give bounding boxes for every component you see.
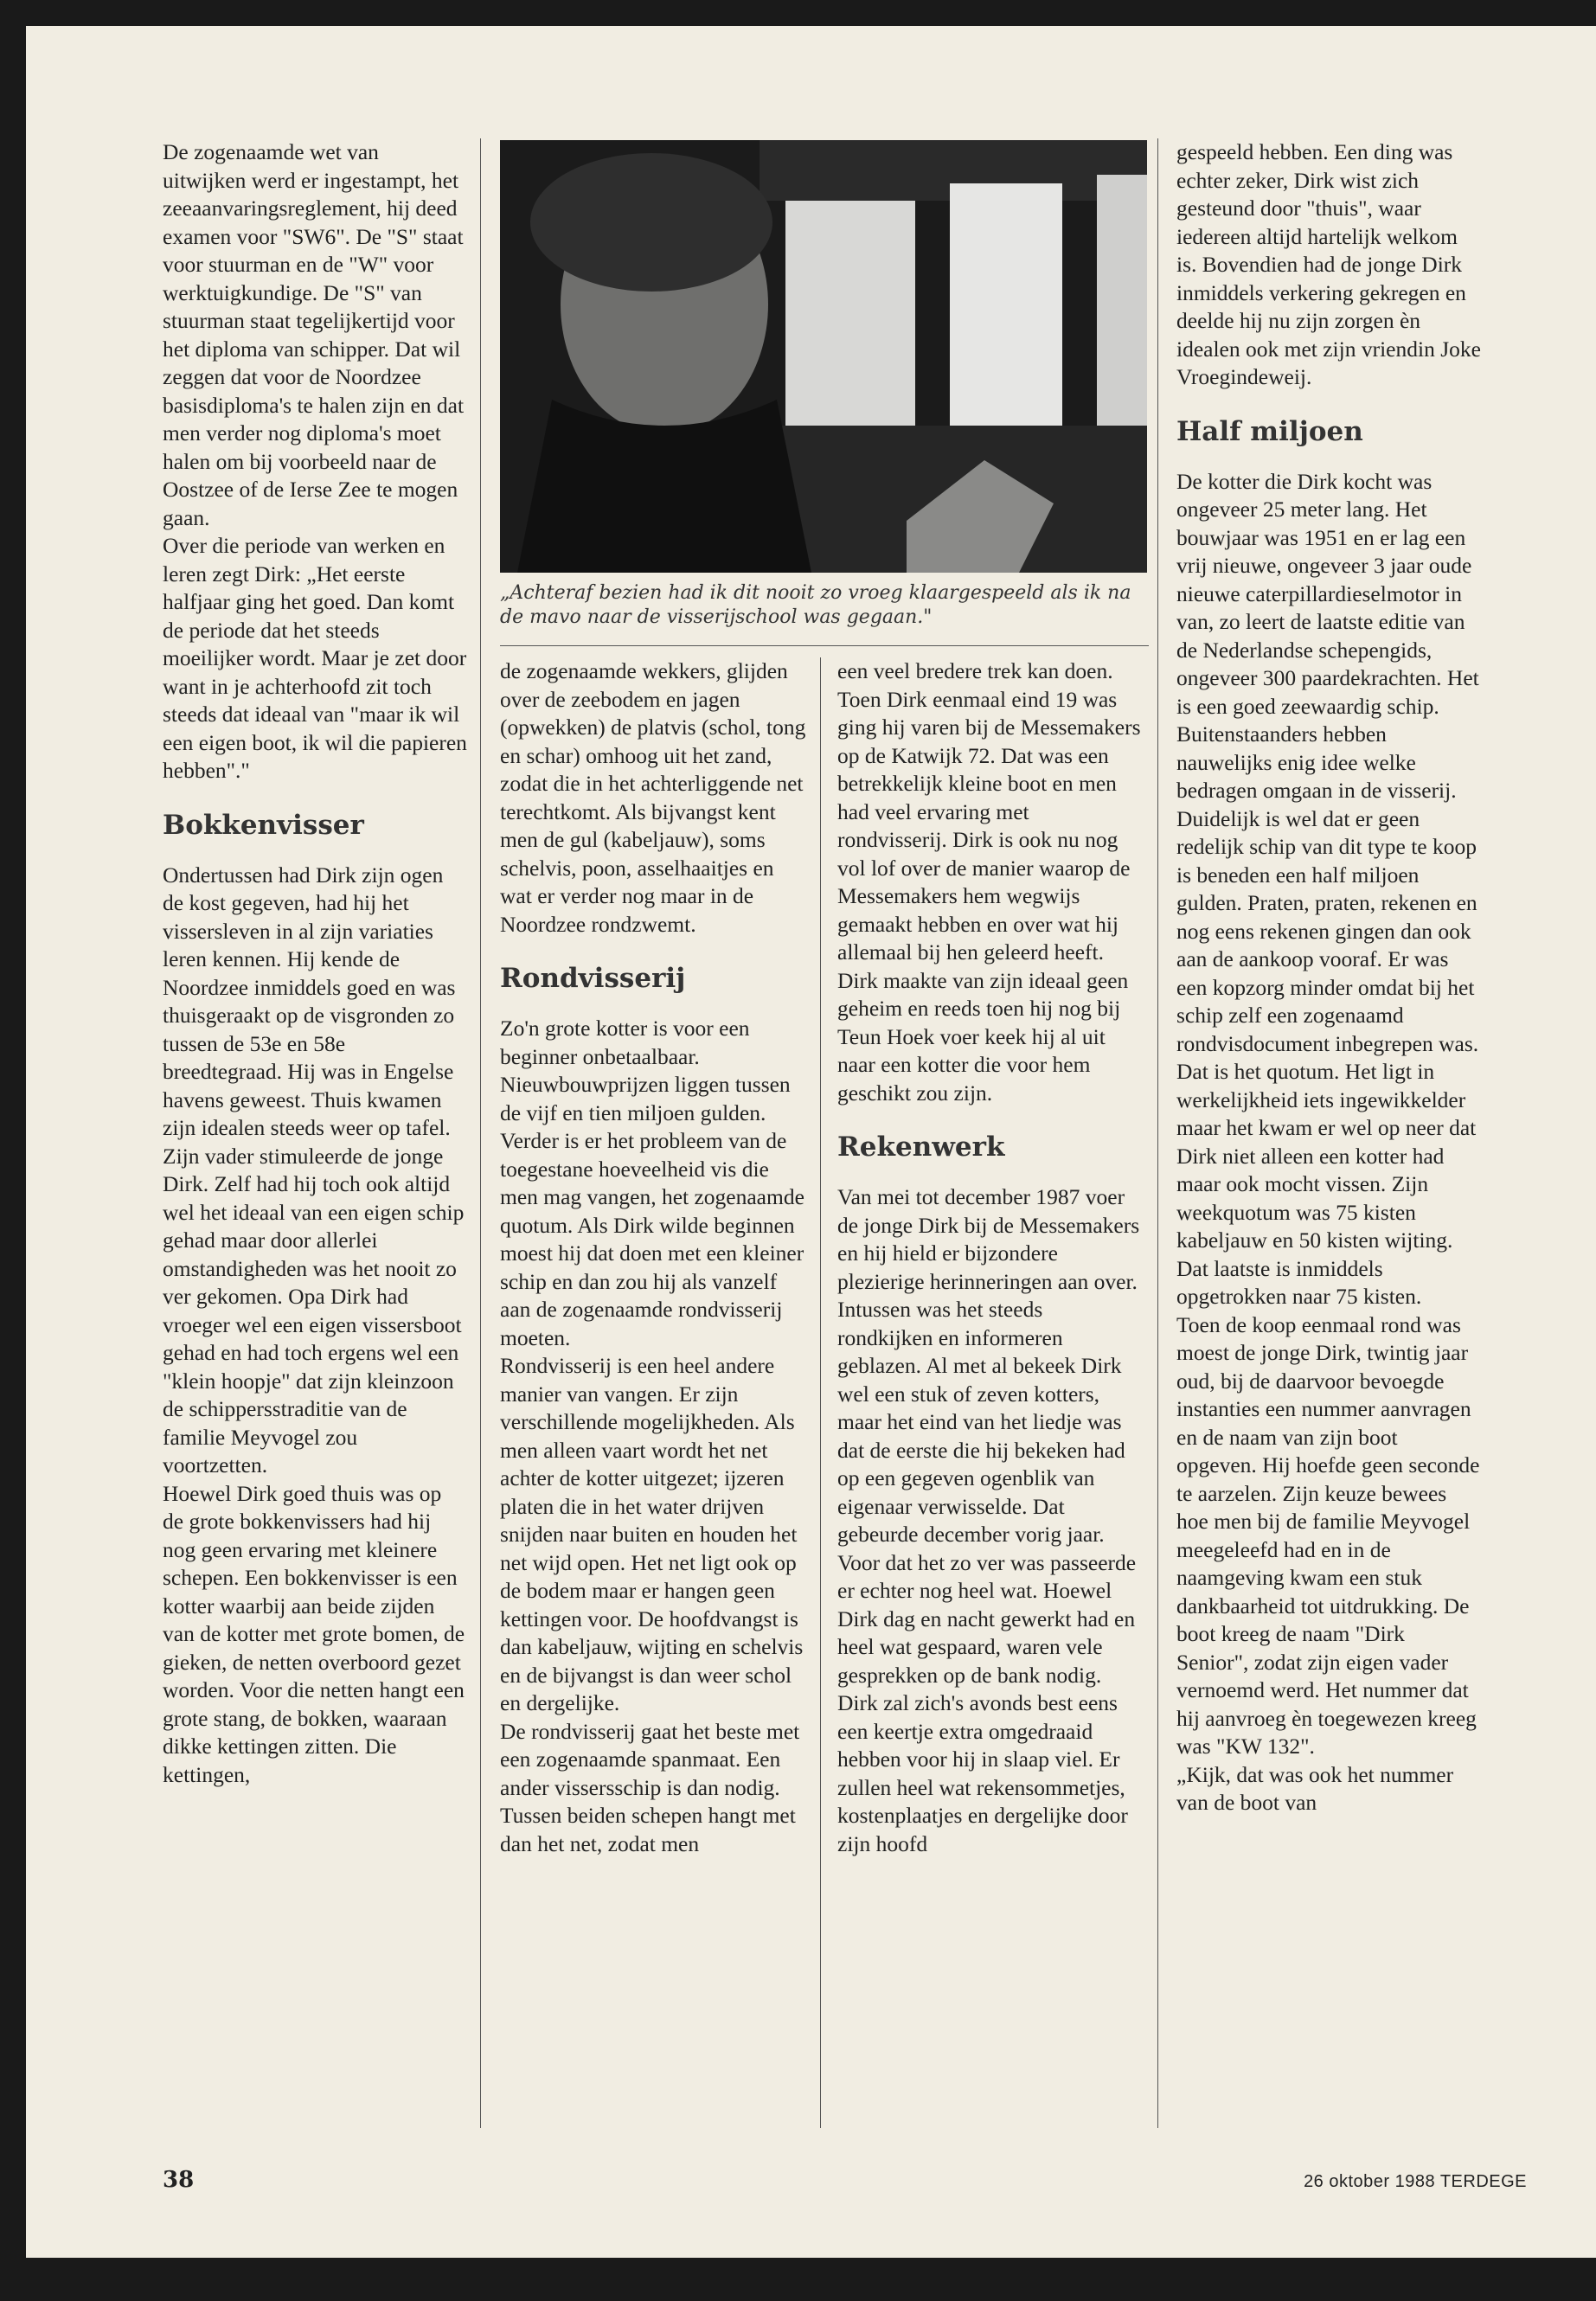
page-number: 38	[163, 2167, 195, 2193]
col2-paragraph-1: de zogenaamde wekkers, glijden over de zeebodem en jagen (opwekken) de platvis (schol, tong en schar) omhoog uit het zand, zodat die in het achterliggende net terechtkomt. Als bijvangst kent men de gul (kabeljauw), soms schelvis, poon, asselhaaitjes en wat er verder nog maar in de Noordzee rondzwemt.	[500, 658, 806, 937]
col2-paragraph-2: Zo'n grote kotter is voor een beginner onbetaalbaar. Nieuwbouwprijzen liggen tussen de vijf en tien miljoen gulden. Verder is er het probleem van de toegestane hoeveelheid vis die men mag vangen, het zogenaamde quotum. Als Dirk wilde beginnen moest hij dat doen met een kleiner schip en dan zou hij als vanzelf aan de zogenaamde rondvisserij moeten.	[500, 1016, 804, 1350]
photo-caption: „Achteraf bezien had ik dit nooit zo vroeg klaargespeeld als ik na de mavo naar de visserijschool was gegaan."	[500, 582, 1131, 628]
col1-paragraph-1: De zogenaamde wet van uitwijken werd er ingestampt, het zeeaanvaringsreglement, hij deed examen voor "SW6". De "S" staat voor stuurman en de "W" voor werktuigkundige. De "S" van stuurman staat tegelijkertijd voor het diploma van schipper. Dat wil zeggen dat voor de Noordzee basisdiploma's te halen zijn en dat men verder nog diploma's moet halen om bij voorbeeld naar de Oostzee of de Ierse Zee te mogen gaan.	[163, 139, 465, 530]
col3-paragraph-2: Toen Dirk eenmaal eind 19 was ging hij varen bij de Messemakers op de Katwijk 72. Dat was een betrekkelijk kleine boot en men had veel ervaring met rondvisserij. Dirk is ook nu nog vol lof over de manier waarop de Messemakers hem wegwijs gemaakt hebben en over wat hij allemaal bij hen geleerd heeft.	[837, 686, 1141, 965]
wheelhouse-window-center	[950, 183, 1062, 434]
col4-paragraph-3: Toen de koop eenmaal rond was moest de jonge Dirk, twintig jaar oud, bij de daarvoor bevoegde instanties een nummer aanvragen en de naam van zijn boot opgeven. Hij hoefde geen seconde te aarzelen. Zijn keuze bewees hoe men bij de familie Meyvogel meegeleefd had en in de naamgeving kwam een stuk dankbaarheid tot uitdrukking. De boot kreeg de naam "Dirk Senior", zodat zijn eigen vader vernoemd werd. Het nummer dat hij aanvroeg èn toegewezen kreeg was "KW 132".	[1176, 1311, 1480, 1759]
col3-paragraph-5: Voor dat het zo ver was passeerde er echter nog heel wat. Hoewel Dirk dag en nacht gewerkt had en heel wat gespaard, waren vele gesprekken op de bank nodig. Dirk zal zich's avonds best eens een keertje extra omgedraaid hebben voor hij in slaap viel. Er zullen heel wat rekensommetjes, kostenplaatjes en dergelijke door zijn hoofd	[837, 1549, 1137, 1856]
column-divider-1	[480, 138, 481, 2128]
column-divider-2	[820, 657, 821, 2128]
column-divider-3	[1157, 138, 1158, 2128]
heading-rondvisserij: Rondvisserij	[500, 963, 686, 994]
column-3	[837, 657, 1142, 1858]
col1-paragraph-2: Over die periode van werken en leren zegt Dirk: „Het eerste halfjaar ging het goed. Dan komt de periode dat het steeds moeilijker wordt. Maar je zet door want in je achterhoofd zit toch steeds dat ideaal van "maar ik wil een eigen boot, ik wil die papieren hebben"."	[163, 533, 467, 783]
col3-paragraph-1: een veel bredere trek kan doen.	[837, 658, 1113, 683]
skipper-hair	[530, 153, 772, 292]
photo-image	[500, 140, 1147, 573]
wheelhouse-window-right	[1097, 175, 1147, 452]
issue-date-magazine: 26 oktober 1988 TERDEGE	[1304, 2172, 1527, 2191]
col4-paragraph-2: De kotter die Dirk kocht was ongeveer 25 meter lang. Het bouwjaar was 1951 en er lag een vrij nieuwe, ongeveer 3 jaar oude nieuwe caterpillardieselmotor in van, zo leert de laatste editie van de Nederlandse schepengids, ongeveer 300 paardekrachten. Het is een goed zeewaardig schip. Buitenstaanders hebben nauwelijks enig idee welke bedragen omgaan in de visserij. Duidelijk is wel dat er geen redelijk schip van dit type te koop is beneden een half miljoen gulden. Praten, praten, rekenen en nog eens rekenen gingen dan ook aan de aankoop vooraf. Er was een kopzorg minder omdat bij het schip zelf een zogenaamd rondvisdocument inbegrepen was. Dat is het quotum. Het ligt in werkelijkheid iets ingewikkelder maar het kwam er wel op neer dat Dirk niet alleen een kotter had maar ook mocht vissen. Zijn weekquotum was 75 kisten kabeljauw en 50 kisten wijting. Dat laatste is inmiddels opgetrokken naar 75 kisten.	[1176, 468, 1479, 1309]
wheelhouse-window-left	[785, 201, 915, 426]
skipper-sweater	[517, 400, 811, 573]
heading-half-miljoen: Half miljoen	[1176, 415, 1363, 447]
photo-young-skipper-at-helm	[500, 140, 1147, 573]
col3-paragraph-3: Dirk maakte van zijn ideaal geen geheim en reeds toen hij nog bij Teun Hoek voer keek hij al uit naar een kotter die voor hem geschikt zou zijn.	[837, 967, 1129, 1106]
col2-paragraph-4: De rondvisserij gaat het beste met een zogenaamde spanmaat. Een ander vissersschip is dan nodig. Tussen beiden schepen hangt met dan het net, zodat men	[500, 1718, 800, 1856]
col4-paragraph-1: gespeeld hebben. Een ding was echter zeker, Dirk wist zich gesteund door "thuis", waar iedereen altijd hartelijk welkom is. Bovendien had de jonge Dirk inmiddels verkering gekregen en deelde hij nu zijn zorgen èn idealen ook met zijn vriendin Joke Vroegindeweij.	[1176, 139, 1481, 389]
col4-paragraph-4: „Kijk, dat was ook het nummer van de boot van	[1176, 1761, 1454, 1815]
caption-rule	[500, 645, 1149, 646]
column-1	[163, 138, 467, 1789]
heading-rekenwerk: Rekenwerk	[837, 1131, 1005, 1163]
heading-bokkenvisser: Bokkenvisser	[163, 809, 364, 841]
col1-paragraph-3: Ondertussen had Dirk zijn ogen de kost gegeven, had hij het vissersleven in al zijn variaties leren kennen. Hij kende de Noordzee inmiddels goed en was thuisgeraakt op de visgronden zo tussen de 53e en 58e breedtegraad. Hij was in Engelse havens geweest. Thuis kwamen zijn idealen steeds weer op tafel. Zijn vader stimuleerde de jonge Dirk. Zelf had hij toch ook altijd wel het ideaal van een eigen schip gehad maar door allerlei omstandigheden was het nooit zo ver gekomen. Opa Dirk had vroeger wel een eigen vissersboot gehad en had toch ergens wel een "klein hoopje" dat zijn kleinzoon de schippersstraditie van de familie Meyvogel zou voortzetten.	[163, 862, 465, 1477]
column-4	[1176, 138, 1481, 1817]
col1-paragraph-4: Hoewel Dirk goed thuis was op de grote bokkenvissers had hij nog geen ervaring met kleinere schepen. Een bokkenvisser is een kotter waarbij aan beide zijden van de kotter met grote bomen, de gieken, de netten overboord gezet worden. Voor die netten hangt een grote stang, de bokken, waaraan dikke kettingen zitten. Die kettingen,	[163, 1480, 465, 1787]
column-2	[500, 657, 807, 1858]
col3-paragraph-4: Van mei tot december 1987 voer de jonge Dirk bij de Messemakers en hij hield er bijzondere plezierige herinneringen aan over. Intussen was het steeds rondkijken en informeren geblazen. Al met al bekeek Dirk wel een stuk of zeven kotters, maar het eind van het liedje was dat de eerste die hij bekeken had op een gegeven ogenblik van eigenaar verwisselde. Dat gebeurde december vorig jaar.	[837, 1184, 1140, 1547]
col2-paragraph-3: Rondvisserij is een heel andere manier van vangen. Er zijn verschillende mogelijkheden. Als men alleen vaart wordt het net achter de kotter uitgezet; ijzeren platen die in het water drijven snijden naar buiten en houden het net wijd open. Het net ligt ook op de bodem maar er hangen geen kettingen voor. De hoofdvangst is dan kabeljauw, wijting en schelvis en de bijvangst is dan weer schol en dergelijke.	[500, 1353, 804, 1715]
